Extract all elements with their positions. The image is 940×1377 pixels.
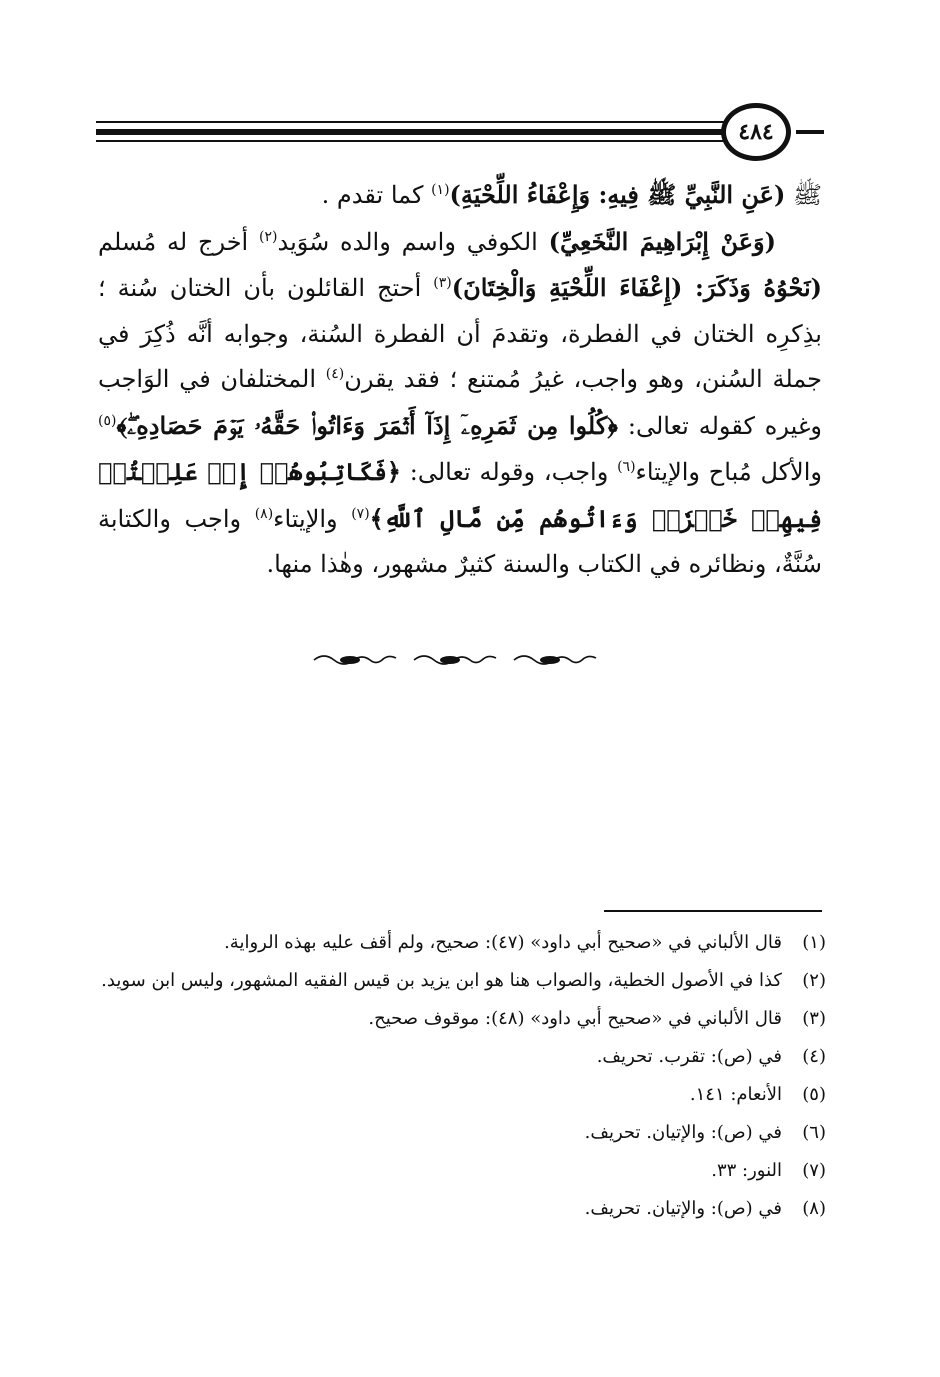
footnote-ref: (٧) — [351, 505, 370, 522]
header-rule-thin-bottom — [96, 140, 726, 142]
footnote-ref: (٦) — [617, 459, 636, 475]
footnote-text: في (ص): والإتيان. تحريف. — [584, 1122, 782, 1143]
page-header — [96, 100, 824, 170]
footnote-item — [96, 1000, 826, 1038]
commentary-text: كما تقدم . — [321, 181, 432, 209]
quoted-matn: (وَعَنْ إِبْرَاهِيمَ النَّخَعِيِّ) — [548, 226, 777, 256]
footnote-number: (٢) — [802, 970, 826, 991]
footnote-text: الأنعام: ١٤١. — [689, 1084, 782, 1105]
footnote-item — [96, 1190, 826, 1228]
footnote-text: في (ص): تقرب. تحريف. — [596, 1046, 782, 1067]
commentary-text: أحتج القائلون بأن الختان سُنة ؛ بذِكرِه الختان في الفطرة، وتقدمَ أن الفطرة السُنة، وجوابه أنَّه ذُكِرَ في جملة السُنن، وهو واجب، غيرُ مُمتنع ؛ فقد يقرن — [98, 274, 822, 393]
footnote-item — [96, 1038, 826, 1076]
quran-verse: ﴿كُلُوا مِن ثَمَرِهِۦٓ إِذَآ أَثۡمَرَ وَءَاتُوا۟ حَقَّهُۥ يَوۡمَ حَصَادِهِۦۖ﴾ — [116, 410, 618, 440]
footnote-text: كذا في الأصول الخطية، والصواب هنا هو ابن يزيد بن قيس الفقيه المشهور، وليس ابن سويد. — [101, 970, 782, 991]
header-rule-thick — [96, 129, 726, 135]
page-number: ٤٨٤ — [721, 103, 791, 161]
footnote-number: (٧) — [802, 1160, 826, 1181]
footnote-number: (٣) — [802, 1008, 826, 1029]
footnote-text: في (ص): والإتيان. تحريف. — [584, 1198, 782, 1219]
paragraph-2 — [98, 219, 822, 588]
footnote-item — [96, 1152, 826, 1190]
commentary-text: واجب، وقوله تعالى: — [400, 458, 618, 486]
main-text — [98, 172, 822, 588]
paragraph-1 — [98, 172, 822, 219]
footnote-number: (٥) — [802, 1084, 826, 1105]
footnote-number: (١) — [802, 932, 826, 953]
commentary-text: والأكل مُباح والإيتاء — [635, 458, 822, 486]
footnote-ref: (٤) — [325, 366, 345, 382]
footnote-text: النور: ٣٣. — [711, 1160, 782, 1181]
footnote-ref: (٨) — [254, 505, 274, 522]
pbuh-mark: ﷺ — [793, 181, 822, 209]
footnote-item — [96, 1114, 826, 1152]
footnote-text: قال الألباني في «صحيح أبي داود» (٤٧): صحيح، ولم أقف عليه بهذه الرواية. — [224, 932, 782, 953]
commentary-text: الكوفي واسم والده سُوَيد — [277, 227, 549, 256]
commentary-text: أخرج له مُسلم — [98, 227, 259, 256]
header-rule-stub — [796, 130, 824, 134]
commentary-text: المختلفان في الوَاجب وغيره كقوله تعالى: — [98, 365, 823, 440]
footnote-text: قال الألباني في «صحيح أبي داود» (٤٨): موقوف صحيح. — [368, 1008, 782, 1029]
footnote-ref: (٢) — [259, 228, 278, 245]
footnote-item — [96, 1076, 826, 1114]
header-rule-thin-top — [96, 121, 726, 123]
section-divider-ornament — [310, 648, 610, 672]
footnote-ref: (١) — [431, 182, 450, 198]
footnote-item — [96, 962, 826, 1000]
quran-verse: ﴿فَكَاتِبُوهُمۡ إِنۡ عَلِمۡتُمۡ فِيهِمۡ خَيۡرٗاۖ وَءَاتُوهُم مِّن مَّالِ ٱللَّهِ﴾ — [98, 457, 823, 533]
footnote-ref: (٥) — [98, 412, 117, 429]
footnote-item — [96, 924, 826, 962]
footnote-separator — [604, 910, 822, 912]
commentary-text: واجب والكتابة سُنَّةٌ، ونظائره في الكتاب والسنة كثيرٌ مشهور، وهٰذا منها. — [98, 504, 822, 578]
quoted-matn: (عَنِ النَّبِيِّ ﷺ فِيهِ: وَإِعْفَاءُ اللِّحْيَةِ) — [449, 180, 786, 209]
footnote-number: (٨) — [802, 1198, 826, 1219]
footnotes — [96, 924, 826, 1228]
footnote-number: (٤) — [802, 1046, 826, 1067]
commentary-text: والإيتاء — [273, 504, 352, 533]
footnote-number: (٦) — [802, 1122, 826, 1143]
quoted-matn: (نَحْوُهُ وَذَكَرَ: (إِعْفَاءَ اللِّحْيَةِ وَالْخِتَانَ) — [451, 273, 823, 302]
footnote-ref: (٣) — [433, 275, 452, 291]
